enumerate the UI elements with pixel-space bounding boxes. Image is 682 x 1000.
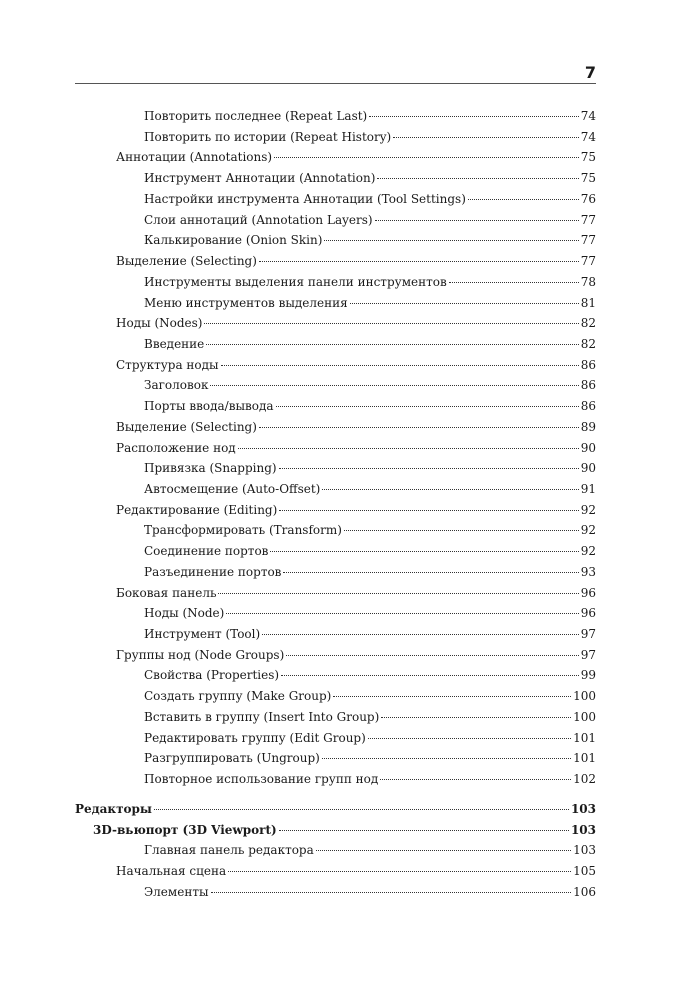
dot-leader: [322, 758, 571, 759]
toc-entry-page: 75: [580, 150, 596, 165]
toc-entry: [116, 251, 596, 272]
toc-entry-title: Заголовок: [144, 378, 209, 393]
toc-entry: [144, 665, 596, 686]
toc-entry: [144, 458, 596, 479]
dot-leader: [274, 157, 579, 158]
toc-entry: [144, 686, 596, 707]
dot-leader: [262, 634, 579, 635]
toc-entry: [75, 799, 596, 820]
toc-entry: [116, 147, 596, 168]
dot-leader: [368, 738, 571, 739]
toc-entry-title: Повторное использование групп нод: [144, 772, 379, 786]
toc-entry: [144, 769, 596, 790]
toc-entry: [116, 438, 596, 459]
toc-entry-page: 99: [580, 668, 596, 683]
dot-leader: [324, 240, 578, 241]
toc-entry: [116, 583, 596, 604]
toc-entry-title: Аннотации (Annotations): [116, 150, 273, 165]
dot-leader: [221, 365, 579, 366]
toc-entry-title: Повторить последнее (Repeat Last): [144, 109, 368, 123]
page-number: 7: [584, 63, 596, 82]
toc-entry-page: 101: [573, 730, 596, 745]
toc-entry: [116, 313, 596, 334]
dot-leader: [322, 489, 578, 490]
toc-entry-page: 103: [570, 801, 596, 816]
toc-entry-title: Порты ввода/вывода: [144, 399, 274, 414]
toc-entry: [93, 820, 596, 841]
dot-leader: [211, 892, 572, 893]
dot-leader: [279, 830, 569, 831]
toc-entry-page: 75: [580, 171, 596, 186]
toc-entry: [116, 861, 596, 882]
toc-entry: [144, 334, 596, 355]
toc-entry-title: Главная панель редактора: [144, 843, 314, 858]
toc-entry-title: Привязка (Snapping): [144, 461, 277, 476]
toc-entry-page: 86: [580, 378, 596, 393]
dot-leader: [369, 116, 578, 117]
dot-leader: [468, 199, 579, 200]
toc-entry: [144, 748, 596, 769]
toc-entry-page: 77: [580, 212, 596, 227]
dot-leader: [344, 530, 579, 531]
toc-entry: [144, 562, 596, 583]
toc-entry: [144, 168, 596, 189]
toc-entry: [116, 355, 596, 376]
toc-entry: [144, 396, 596, 417]
toc-entry-title: Выделение (Selecting): [116, 419, 257, 434]
toc-entry-title: Боковая панель: [116, 585, 217, 600]
dot-leader: [270, 551, 578, 552]
toc-entry: [116, 417, 596, 438]
dot-leader: [259, 261, 579, 262]
toc-entry: [144, 189, 596, 210]
dot-leader: [228, 871, 571, 872]
toc-entry-title: Свойства (Properties): [144, 668, 280, 683]
toc-entry-page: 96: [580, 585, 596, 600]
toc-entry: [144, 479, 596, 500]
toc-entry-page: 90: [580, 440, 596, 455]
toc-entry-title: Разгруппировать (Ungroup): [144, 751, 320, 766]
dot-leader: [393, 137, 579, 138]
toc-entry: [144, 624, 596, 645]
dot-leader: [449, 282, 579, 283]
toc-entry-title: Калькирование (Onion Skin): [144, 233, 323, 248]
toc-entry-title: 3D-вьюпорт (3D Viewport): [93, 822, 277, 837]
toc-entry: [144, 210, 596, 231]
toc-entry: [116, 645, 596, 666]
toc-entry-page: 97: [580, 627, 596, 641]
toc-entry-title: Автосмещение (Auto-Offset): [144, 482, 321, 496]
toc-entry: [144, 293, 596, 314]
dot-leader: [380, 779, 571, 780]
toc-entry-page: 86: [580, 399, 596, 414]
dot-leader: [218, 593, 578, 594]
toc-entry-page: 82: [580, 336, 596, 351]
toc-entry-page: 96: [580, 606, 596, 621]
toc-entry-page: 89: [580, 419, 596, 434]
toc-entry-title: Разъединение портов: [144, 564, 282, 579]
toc-entry-title: Меню инструментов выделения: [144, 295, 348, 310]
dot-leader: [259, 427, 579, 428]
toc-entry-page: 76: [580, 191, 596, 206]
toc-entry-page: 105: [573, 863, 596, 878]
toc-entry: [144, 520, 596, 541]
toc-entry: [144, 707, 596, 728]
dot-leader: [204, 323, 578, 324]
dot-leader: [281, 675, 579, 676]
toc-entry-title: Введение: [144, 336, 205, 351]
toc-entry-title: Инструмент Аннотации (Annotation): [144, 171, 376, 186]
toc-entry-page: 82: [580, 316, 596, 331]
toc-entry-title: Слои аннотаций (Annotation Layers): [144, 212, 373, 227]
toc-entry-title: Повторить по истории (Repeat History): [144, 129, 392, 144]
toc-entry-title: Вставить в группу (Insert Into Group): [144, 709, 380, 724]
toc-entry: [144, 882, 596, 903]
toc-entry-page: 103: [570, 822, 596, 837]
toc-entry: [144, 375, 596, 396]
dot-leader: [316, 850, 571, 851]
toc-entry-title: Инструменты выделения панели инструментов: [144, 274, 447, 289]
toc-entry: [144, 840, 596, 861]
dot-leader: [238, 448, 579, 449]
toc-entry-title: Инструмент (Tool): [144, 627, 261, 641]
dot-leader: [377, 178, 578, 179]
toc-entry-page: 77: [580, 254, 596, 268]
toc-entry-title: Создать группу (Make Group): [144, 689, 332, 704]
dot-leader: [283, 572, 578, 573]
toc-entry-title: Структура ноды: [116, 357, 219, 372]
toc-entry-page: 103: [573, 843, 596, 858]
dot-leader: [375, 220, 579, 221]
toc-entry-page: 92: [580, 523, 596, 538]
toc-entry-title: Редакторы: [75, 801, 152, 816]
toc-entry-page: 92: [580, 544, 596, 559]
toc-entry-title: Настройки инструмента Аннотации (Tool Settings): [144, 191, 466, 206]
toc-entry: [144, 106, 596, 127]
toc-entry: [144, 541, 596, 562]
toc-entry-page: 102: [573, 772, 596, 786]
toc-entry-title: Элементы: [144, 884, 209, 899]
dot-leader: [279, 510, 578, 511]
dot-leader: [226, 613, 578, 614]
toc-entry-title: Соединение портов: [144, 544, 269, 559]
toc-entry-title: Расположение нод: [116, 440, 236, 455]
toc-entry-page: 91: [580, 482, 596, 496]
toc-entry-page: 77: [580, 233, 596, 248]
toc-entry-page: 74: [580, 129, 596, 144]
toc-entry-title: Трансформировать (Transform): [144, 523, 342, 538]
dot-leader: [154, 809, 569, 810]
toc-entry-page: 100: [573, 689, 596, 704]
toc-entry: [144, 272, 596, 293]
toc-entry-page: 100: [573, 709, 596, 724]
toc-entry-page: 92: [580, 502, 596, 517]
dot-leader: [206, 344, 578, 345]
toc-entry: [144, 230, 596, 251]
toc-entry: [144, 728, 596, 749]
toc-entry-title: Группы нод (Node Groups): [116, 647, 285, 662]
toc-entry-page: 90: [580, 461, 596, 476]
dot-leader: [350, 303, 579, 304]
toc-entry-title: Ноды (Nodes): [116, 316, 203, 331]
toc-entry-page: 93: [580, 564, 596, 579]
toc-entry-page: 81: [580, 295, 596, 310]
toc-entry-title: Начальная сцена: [116, 863, 227, 878]
toc-entry-page: 106: [573, 884, 596, 899]
dot-leader: [276, 406, 579, 407]
dot-leader: [333, 696, 571, 697]
dot-leader: [210, 385, 578, 386]
toc-entry-title: Выделение (Selecting): [116, 254, 257, 268]
header-rule: [75, 83, 596, 84]
toc-entry: [144, 603, 596, 624]
toc-entry-title: Редактировать группу (Edit Group): [144, 730, 366, 745]
toc-entry-page: 74: [580, 109, 596, 123]
toc-entry-page: 86: [580, 357, 596, 372]
toc-entry: [144, 127, 596, 148]
toc-entry: [116, 500, 596, 521]
toc-entry-page: 97: [580, 647, 596, 662]
dot-leader: [279, 468, 579, 469]
toc-entry-title: Ноды (Node): [144, 606, 225, 621]
dot-leader: [381, 717, 571, 718]
toc-entry-page: 78: [580, 274, 596, 289]
toc-entry-page: 101: [573, 751, 596, 766]
dot-leader: [286, 655, 578, 656]
toc-entry-title: Редактирование (Editing): [116, 502, 278, 517]
